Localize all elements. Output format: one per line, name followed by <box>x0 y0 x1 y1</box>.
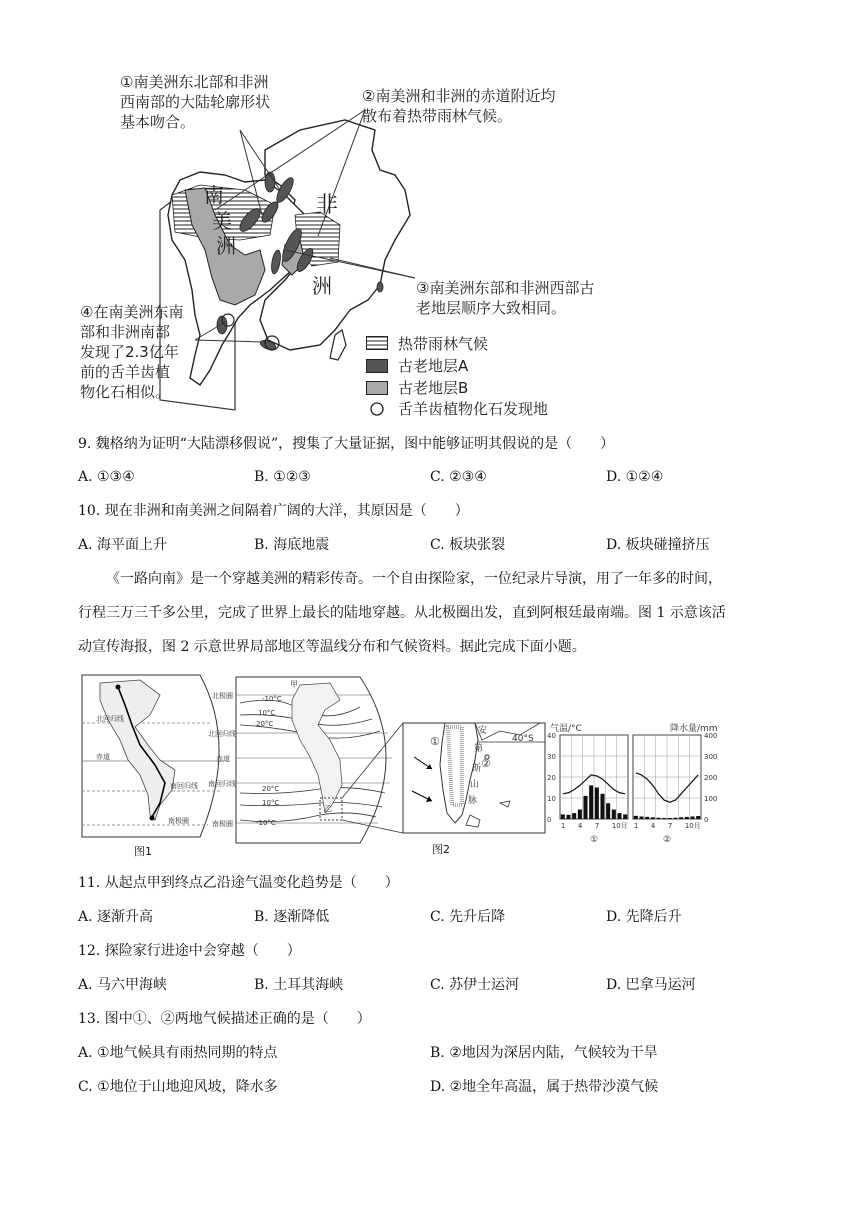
q13-option-d[interactable]: D. ②地全年高温，属于热带沙漠气候 <box>430 1079 659 1095</box>
q13-option-c[interactable]: C. ①地位于山地迎风坡，降水多 <box>78 1079 278 1095</box>
chart-1-precip-bar <box>617 813 621 819</box>
q12-option-c[interactable]: C. 苏伊士运河 <box>430 977 520 993</box>
q9-option-d[interactable]: D. ①②④ <box>606 469 664 485</box>
chart-1-precip-bar <box>561 814 565 819</box>
fig1-caption: 图1 <box>134 845 152 858</box>
legend-strata-a: 古老地层A <box>398 357 469 375</box>
reading-passage: 《一路向南》是一个穿越美洲的精彩传奇。一个自由探险家，一位纪录片导演，用了一年多的时间， 行程三万三千多公里，完成了世界上最长的陆地穿越。从北极圈出发，直到阿根廷最南端。图 1 示意该活 动宣传海报，图 2 示意世界局部地区等温线分布和气候资料。据此完成下面小题。 <box>78 571 726 655</box>
chart-2-precip-bar <box>662 818 666 819</box>
month-tick-label: 7 <box>667 822 673 830</box>
chart-2-precip-bar <box>685 817 689 819</box>
q12-option-d[interactable]: D. 巴拿马运河 <box>606 977 696 993</box>
q11-option-d[interactable]: D. 先降后升 <box>606 909 682 925</box>
legend-rainforest-swatch <box>366 336 388 350</box>
month-tick-label: 4 <box>577 822 583 830</box>
inset-andes-4: 山 <box>470 780 480 790</box>
q10-option-a[interactable]: A. 海平面上升 <box>78 537 168 553</box>
temp-tick-label: 40 <box>547 732 556 740</box>
question-13: 13. 图中①、②两地气候描述正确的是（ ） <box>78 1011 371 1027</box>
inset-andes-3: 斯 <box>472 764 482 774</box>
question-10: 10. 现在非洲和南美洲之间隔着广阔的大洋，其原因是（ ） <box>78 503 469 519</box>
legend-strata-b-swatch <box>366 381 388 395</box>
isotherm-3: 20°C <box>256 720 274 728</box>
chart-1-precip-bar <box>606 803 610 819</box>
precip-tick-label: 0 <box>704 816 709 824</box>
legend-rainforest: 热带雨林气候 <box>398 335 489 353</box>
sa-label-3: 洲 <box>216 234 236 258</box>
chart-1-precip-bar <box>612 810 616 819</box>
temp-tick-label: 0 <box>547 816 552 824</box>
chart-1-precip-bar <box>595 788 599 820</box>
chart-2-precip-bar <box>645 817 649 819</box>
sa-label-2: 美 <box>212 209 232 233</box>
world-tropic-s: 南回归线 <box>208 780 236 788</box>
chart-1-precip-bar <box>566 815 570 819</box>
climate-charts <box>547 722 718 845</box>
station-1-label: ① <box>590 835 599 845</box>
q10-option-b[interactable]: B. 海底地震 <box>254 537 330 553</box>
q12-option-a[interactable]: A. 马六甲海峡 <box>78 977 168 993</box>
legend-strata-a-swatch <box>366 359 388 373</box>
chart-2-precip-bar <box>656 818 660 819</box>
temp-axis-title: 气温/°C <box>550 724 582 734</box>
temp-tick-label: 10 <box>547 795 556 803</box>
inset-andes-2: 第 <box>474 744 484 754</box>
inset-point-2: ② <box>481 757 491 770</box>
af-label-1: 非 <box>316 193 339 218</box>
annotation-3: ③南美洲东部和非洲西部古 老地层顺序大致相同。 <box>416 279 595 317</box>
fig1-line-tropic-n: 北回归线 <box>96 715 124 723</box>
chart-1-precip-bar <box>589 785 593 819</box>
chart-1-precip-bar <box>578 810 582 819</box>
month-tick-label: 1 <box>560 822 566 830</box>
inset-point-1: ① <box>430 735 440 748</box>
chart-1-precip-bar <box>600 794 604 819</box>
fig1-line-equator: 赤道 <box>96 753 110 761</box>
isotherm-6: -10°C <box>256 819 276 827</box>
isotherm-5: 10°C <box>262 799 280 807</box>
annotation-2: ②南美洲和非洲的赤道附近均 散布着热带雨林气候。 <box>362 87 556 125</box>
temp-tick-label: 30 <box>547 753 556 761</box>
isotherm-2: 10°C <box>258 709 276 717</box>
fig2-caption: 图2 <box>432 843 450 856</box>
inset-lat: 40°S <box>512 734 534 744</box>
month-tick-label: 1 <box>633 822 639 830</box>
chart-2-precip-bar <box>696 816 700 819</box>
fig1-line-tropic-s: 南回归线 <box>170 782 198 790</box>
chart-2-precip-bar <box>668 818 672 819</box>
world-arctic: 北极圈 <box>212 692 233 700</box>
station-2-label: ② <box>663 835 672 845</box>
q13-option-b[interactable]: B. ②地因为深居内陆，气候较为干旱 <box>430 1045 658 1061</box>
precip-tick-label: 400 <box>704 732 718 740</box>
month-tick-label: 7 <box>594 822 600 830</box>
month-tick-label: 10月 <box>684 822 701 830</box>
annotation-1: ①南美洲东北部和非洲 西南部的大陆轮廓形状 基本吻合。 <box>120 73 271 131</box>
q11-option-a[interactable]: A. 逐渐升高 <box>78 909 154 925</box>
inset-andes-1: 安 <box>478 726 488 736</box>
legend-strata-b: 古老地层B <box>398 379 469 397</box>
q10-option-d[interactable]: D. 板块碰撞挤压 <box>606 537 710 553</box>
q10-option-c[interactable]: C. 板块张裂 <box>430 537 506 553</box>
figure-2-svg <box>0 665 860 860</box>
question-9: 9. 魏格纳为证明“大陆漂移假说”，搜集了大量证据，图中能够证明其假说的是（ ） <box>78 436 615 452</box>
precip-tick-label: 200 <box>704 774 718 782</box>
mark-jia: 甲 <box>290 680 298 689</box>
chart-2-precip-bar <box>639 816 643 819</box>
world-antarctic: 南极圈 <box>212 820 233 828</box>
q9-option-a[interactable]: A. ①③④ <box>78 469 135 485</box>
temp-tick-label: 20 <box>547 774 556 782</box>
fig1-line-antarctic: 南极圈 <box>168 817 189 825</box>
chart-1-precip-bar <box>623 814 627 819</box>
mark-yi: 乙 <box>324 804 332 813</box>
q9-option-b[interactable]: B. ①②③ <box>254 469 311 485</box>
q9-option-c[interactable]: C. ②③④ <box>430 469 487 485</box>
world-tropic-n: 北回归线 <box>208 730 236 738</box>
isotherm-1: -10°C <box>262 695 282 703</box>
world-equator: 赤道 <box>216 755 230 763</box>
legend-fossil-swatch <box>368 400 386 418</box>
chart-2-precip-bar <box>679 817 683 819</box>
isotherm-4: 20°C <box>262 785 280 793</box>
annotation-4: ④在南美洲东南 部和非洲南部 发现了2.3亿年 前的舌羊齿植 物化石相似。 <box>80 303 184 401</box>
sa-label-1: 南 <box>204 183 224 207</box>
legend-fossil: 舌羊齿植物化石发现地 <box>398 400 549 418</box>
precip-axis-title: 降水量/mm <box>670 724 718 734</box>
question-12: 12. 探险家行进途中会穿越（ ） <box>78 943 301 959</box>
q11-option-c[interactable]: C. 先升后降 <box>430 909 506 925</box>
chart-2-precip-bar <box>673 818 677 819</box>
month-tick-label: 10月 <box>611 822 628 830</box>
continental-drift-figure <box>0 0 860 420</box>
q12-option-b[interactable]: B. 土耳其海峡 <box>254 977 344 993</box>
month-tick-label: 4 <box>650 822 656 830</box>
af-label-2: 洲 <box>312 274 332 298</box>
q13-option-a[interactable]: A. ①地气候具有雨热同期的特点 <box>78 1045 278 1061</box>
chart-2-precip-bar <box>651 817 655 819</box>
chart-1-precip-bar <box>572 813 576 819</box>
precip-tick-label: 300 <box>704 753 718 761</box>
chart-1-precip-bar <box>583 796 587 819</box>
figure-2-group <box>0 665 860 860</box>
precip-tick-label: 100 <box>704 795 718 803</box>
inset-andes-5: 脉 <box>468 796 478 806</box>
question-11: 11. 从起点甲到终点乙沿途气温变化趋势是（ ） <box>78 875 399 891</box>
q11-option-b[interactable]: B. 逐渐降低 <box>254 909 330 925</box>
chart-2-precip-bar <box>634 816 638 819</box>
chart-2-precip-bar <box>690 816 694 819</box>
madagascar <box>330 330 346 360</box>
